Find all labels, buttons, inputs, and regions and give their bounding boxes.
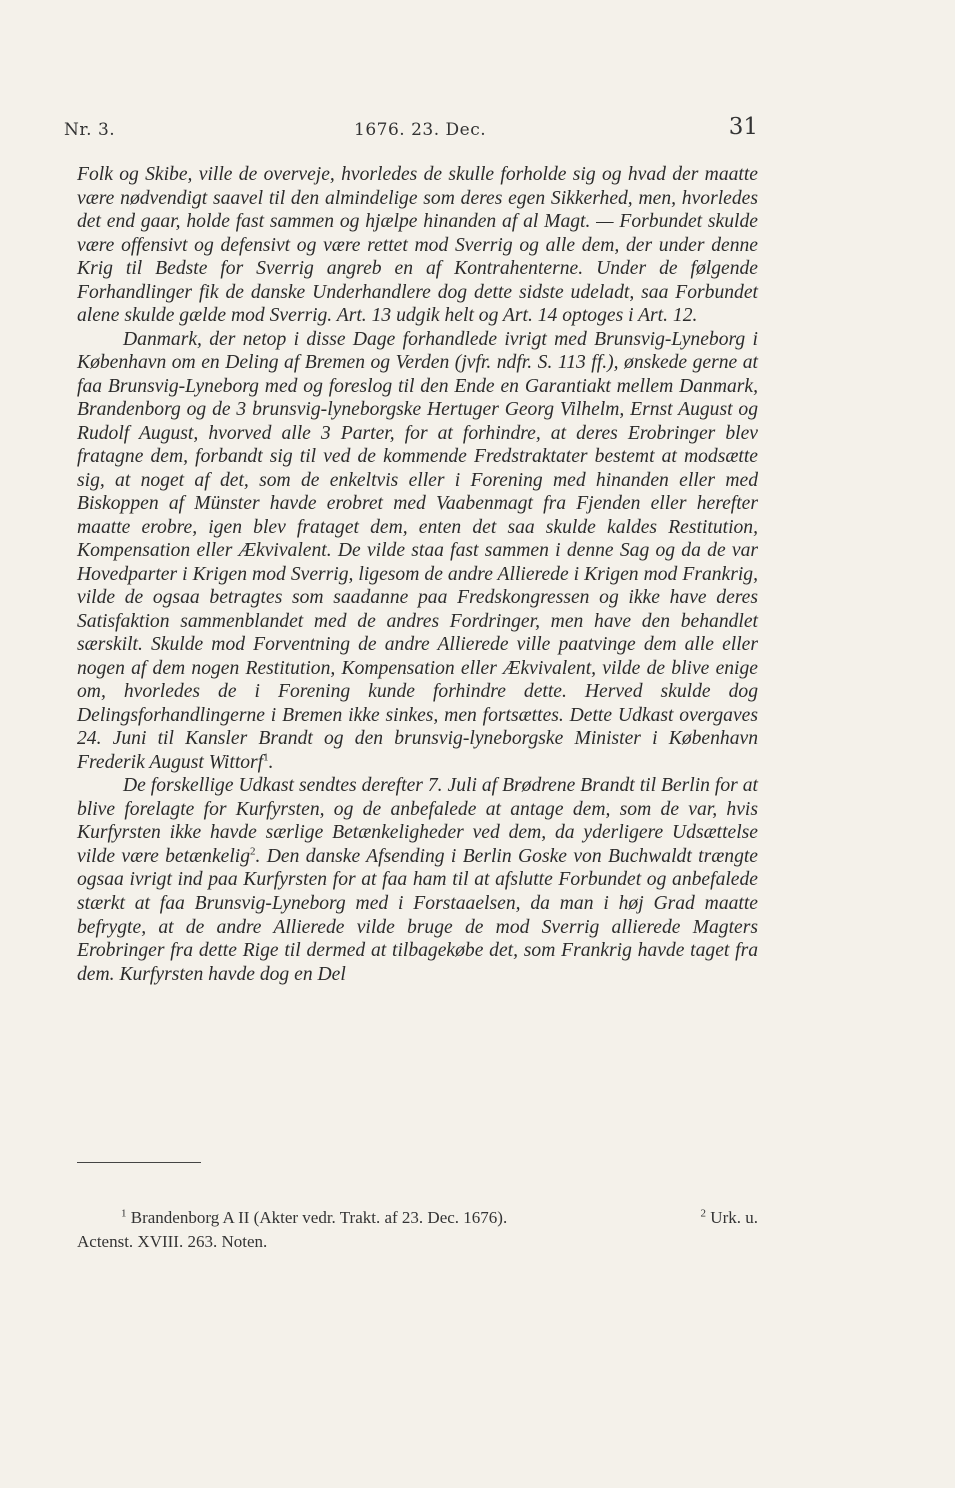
paragraph-2-end: .: [268, 751, 274, 773]
footnotes: [77, 1206, 758, 1254]
paragraph-2-text: Danmark, der netop i disse Dage forhandlede ivrigt med Brunsvig-Lyneborg i København om en Deling af Bremen og Verden (jvfr. ndfr. S. 113 ff.), ønskede gerne at faa Brunsvig-Lyneborg med og foreslog til den Ende en Garantiakt mellem Danmark, Brandenborg og de 3 brunsvig-lyneborgske Hertuger Georg Vilhelm, Ernst August og Rudolf August, hvorved alle 3 Parter, for at forhindre, at deres Erobringer blev fratagne dem, forbandt sig til ved de kommende Fredstraktater bestemt at modsætte sig, at noget af det, som de enkeltvis eller i Forening med hinanden eller med Biskoppen af Münster havde erobret med Vaabenmagt fra Fjenden eller herefter maatte erobre, igen blev frataget dem, enten det saa skulde kaldes Restitution, Kompensation eller Ækvivalent. De vilde staa fast sammen i denne Sag og da de var Hovedparter i Krigen mod Sverrig, ligesom de andre Allierede i Krigen mod Frankrig, vilde de ogsaa betragtes som saadanne paa Fredskongressen og ikke have deres Satisfaktion sammenblandet med de andres Fordringer, men have den behandlet særskilt. Skulde mod Forventning de andre Allierede ville paatvinge dem alle eller nogen af dem nogen Restitution, Kompensation eller Ækvivalent, vilde de blive enige om, hvorledes de i Forening kunde forhindre dette. Herved skulde dog Delingsforhandlingerne i Bremen ikke sinkes, men fortsættes. Dette Udkast overgaves 24. Juni til Kansler Brandt og den brunsvig-lyneborgske Minister i København Frederik August Wittorf: [77, 328, 758, 773]
footnote-1: [121, 1206, 507, 1230]
document-date: 1676. 23. Dec.: [354, 120, 487, 140]
document-number: Nr. 3.: [64, 120, 116, 140]
page-number: 31: [728, 114, 758, 140]
footnote-1-text: Brandenborg A II (Akter vedr. Trakt. af 23. Dec. 1676).: [130, 1208, 508, 1227]
paragraph-1: Folk og Skibe, ville de overveje, hvorledes de skulle forholde sig og hvad der maatte være nødvendigt saavel til den almindelige som deres egen Sikkerhed, men, hvorledes det end gaar, holde fast sammen og hjælpe hinanden af al Magt. — Forbundet skulde være offensivt og defensivt og være rettet mod Sverrig og alle dem, der under denne Krig til Bedste for Sverrig angreb en af Kontrahenterne. Under de følgende Forhandlinger fik de danske Underhandlere dog dette sidste udeladt, saa Forbundet alene skulde gælde mod Sverrig. Art. 13 udgik helt og Art. 14 optoges i Art. 12.: [77, 164, 758, 327]
paragraph-3-cont: . Den danske Afsending i Berlin Goske von Buchwaldt trængte ogsaa ivrigt ind paa Kurfyrsten for at faa ham til at afslutte Forbundet og anbefalede stærkt at faa Brunsvig-Lyneborg med i Forstaaelsen, da man i høj Grad maatte befrygte, at de andre Allierede vilde bruge de mod Sverrig allierede Magters Erobringer fra dette Rige til dermed at tilbagekøbe det, som Frankrig havde taget fra dem. Kurfyrsten havde dog en Del: [77, 845, 759, 985]
footnote-1-number: 1: [121, 1207, 127, 1220]
page-header: [64, 114, 758, 144]
paragraph-3-text: De forskellige Udkast sendtes derefter 7. Juli af Brødrene Brandt til Berlin for at blive forelagte for Kurfyrsten, og de anbefalede at antage dem, som de var, hvis Kurfyrsten ikke havde særlige Betænkeligheder ved dem, da yderligere Udsættelse vilde være betænkelig: [77, 775, 758, 867]
footnote-2: [701, 1206, 758, 1230]
footnote-line-2: [77, 1230, 758, 1254]
footnote-ref-2: 2: [250, 845, 256, 858]
footnote-line-1: [77, 1206, 758, 1230]
footnote-ref-1: 1: [263, 751, 269, 764]
footnote-2-continuation: Actenst. XVIII. 263. Noten.: [77, 1232, 268, 1251]
paragraph-2: [77, 328, 758, 775]
footnote-divider: [77, 1162, 201, 1163]
footnote-2-text: Urk. u.: [710, 1208, 758, 1227]
main-text: [77, 163, 758, 986]
footnote-2-number: 2: [700, 1207, 707, 1220]
paragraph-3: [77, 774, 758, 986]
